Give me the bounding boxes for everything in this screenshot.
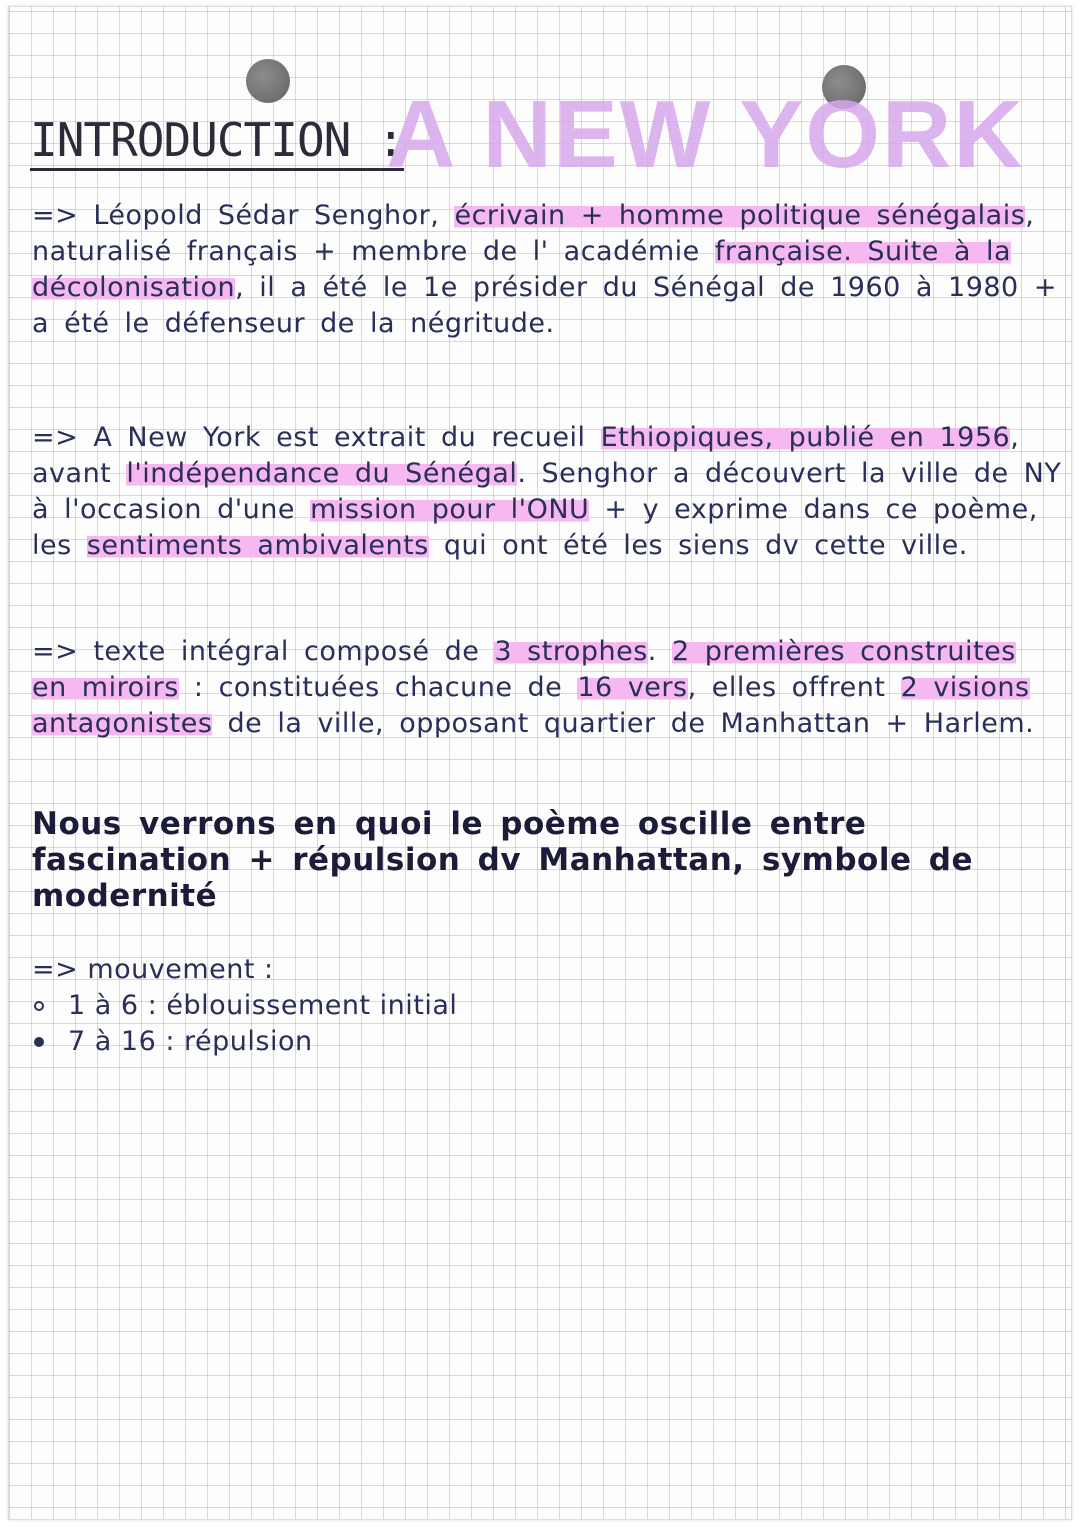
text-segment: , naturalisé français + membre de l' académie [32,200,1035,267]
text-segment: + a été le défenseur de la négritude. [32,272,1057,339]
text-segment: : constituées chacune de [178,672,578,703]
text-segment: , il a été le 1e présider du Sénégal de 1960 à 1980 [235,272,1019,303]
paragraph-structure [32,634,1062,742]
highlight-segment: sentiments ambivalents [86,530,429,561]
text-segment: , elles offrent [687,672,901,703]
bullet-icon [34,1037,44,1047]
paragraph-context [32,420,1062,564]
highlight-segment: 16 vers [577,672,688,703]
text-segment: qui ont été les siens dv cette ville. [428,530,968,561]
text-segment: . [647,636,672,667]
highlight-segment: l'indépendance du Sénégal [126,458,518,489]
highlight-segment: 2 visions antagonistes [32,672,1030,739]
movement-item-2: 7 à 16 : répulsion [68,1026,313,1057]
highlight-segment: écrivain + homme politique sénégalais [454,200,1026,231]
title-row [28,80,1028,188]
text-segment: texte intégral composé de [93,636,495,667]
text-segment: . Senghor a découvert la ville de NY à l'occasion d'une [32,458,1062,525]
movement-item-1: 1 à 6 : éblouissement initial [68,990,458,1021]
highlight-segment: mission pour l'ONU [310,494,590,525]
highlight-segment: française. Suite à la décolonisation [32,236,1012,303]
text-segment: Léopold Sédar Senghor, [93,200,440,231]
poem-title: A NEW YORK [386,81,1025,188]
highlight-segment: Ethiopiques, publié en 1956 [600,422,1011,453]
text-segment: , avant [32,422,1020,489]
text-segment: de la ville, opposant quartier de Manhattan + Harlem. [212,708,1035,739]
bullet-icon [34,1001,44,1011]
highlight-segment: 2 premières construites en miroirs [32,636,1016,703]
arrow-marker: => [32,200,79,231]
list-item [34,1024,457,1060]
movement-label: => mouvement : [32,954,274,985]
arrow-marker: => [32,636,79,667]
highlight-segment: 3 strophes [494,636,648,667]
movement-list [34,988,457,1060]
text-segment: A New York est extrait du recueil [93,422,601,453]
arrow-marker: => [32,422,79,453]
paragraph-author [32,198,1062,342]
section-heading: INTRODUCTION : [30,114,404,171]
thesis-statement: Nous verrons en quoi le poème oscille entre fascination + répulsion dv Manhattan, symbole de modernité [32,806,973,914]
text-segment: + y exprime dans ce poème, les [32,494,1038,561]
list-item [34,988,457,1024]
